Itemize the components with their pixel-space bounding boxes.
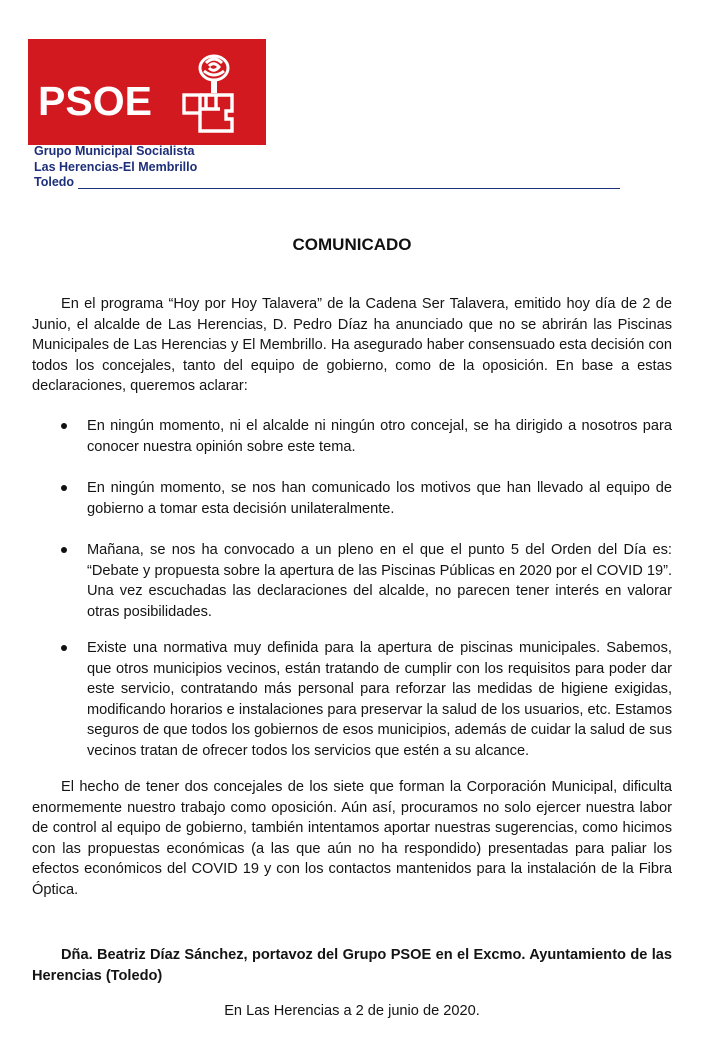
group-header bbox=[34, 144, 197, 191]
bullet-item bbox=[87, 638, 672, 761]
bullet-icon bbox=[61, 485, 67, 491]
header-line-province: Toledo bbox=[34, 175, 75, 189]
bullet-item bbox=[87, 416, 672, 457]
bullet-item bbox=[87, 478, 672, 519]
bullet-text: Existe una normativa muy definida para la apertura de piscinas municipales. Sabemos, que otros municipios vecinos, están tratando de cumplir con los requisitos para poder dar este servicio, contratando más personal para reforzar las medidas de higiene exigidas, modificando horarios e instalaciones para preservar la salud de los usuarios, etc. Estamos seguros de que todos los gobiernos de esos municipios, además de cuidar la salud de sus vecinos tratan de ofrecer todos los servicios que estén a su alcance. bbox=[87, 640, 672, 759]
header-line-town: Las Herencias-El Membrillo bbox=[34, 159, 198, 174]
intro-paragraph bbox=[32, 294, 672, 397]
header-rule bbox=[78, 188, 620, 189]
bullet-icon bbox=[61, 423, 67, 429]
date-line: En Las Herencias a 2 de junio de 2020. bbox=[224, 1003, 480, 1019]
bullet-text: Mañana, se nos ha convocado a un pleno en el que el punto 5 del Orden del Día es: “Debate y propuesta sobre la apertura de las Piscinas Públicas en 2020 por el COVID 19”. Una vez escuchadas las declaraciones del alcalde, no parecen tener interés en valorar otras posibilidades. bbox=[87, 542, 672, 620]
bullet-text: En ningún momento, ni el alcalde ni ningún otro concejal, se ha dirigido a nosotros para conocer nuestra opinión sobre este tema. bbox=[87, 418, 672, 455]
intro-text: En el programa “Hoy por Hoy Talavera” de la Cadena Ser Talavera, emitido hoy día de 2 de Junio, el alcalde de Las Herencias, D. Pedro Díaz ha anunciado que no se abrirán las Piscinas Municipales de Las Herencias y El Membrillo. Ha asegurado haber consensuado esta decisión con todos los concejales, tanto del equipo de gobierno, como de la oposición. En base a estas declaraciones, queremos aclarar: bbox=[32, 296, 672, 394]
bullet-item bbox=[87, 540, 672, 622]
fist-and-rose-icon bbox=[176, 49, 252, 135]
signature-block: Dña. Beatriz Díaz Sánchez, portavoz del Grupo PSOE en el Excmo. Ayuntamiento de las Herencias (Toledo) bbox=[32, 947, 672, 984]
document-title: COMUNICADO bbox=[292, 235, 412, 254]
logo-text: PSOE bbox=[38, 78, 152, 124]
bullet-icon bbox=[61, 645, 67, 651]
closing-text: El hecho de tener dos concejales de los siete que forman la Corporación Municipal, dificulta enormemente nuestro trabajo como oposición. Aún así, procuramos no solo ejercer nuestra labor de control al equipo de gobierno, también intentamos aportar nuestras sugerencias, como hicimos con las propuestas económicas (a las que aún no ha respondido) presentadas para paliar los efectos económicos del COVID 19 y con los contactos mantenidos para la instalación de la Fibra Óptica. bbox=[32, 779, 672, 898]
psoe-logo bbox=[28, 39, 266, 145]
closing-paragraph bbox=[32, 777, 672, 900]
bullet-icon bbox=[61, 547, 67, 553]
bullet-text: En ningún momento, se nos han comunicado los motivos que han llevado al equipo de gobierno a tomar esta decisión unilateralmente. bbox=[87, 480, 672, 517]
header-line-group: Grupo Municipal Socialista bbox=[34, 144, 195, 158]
